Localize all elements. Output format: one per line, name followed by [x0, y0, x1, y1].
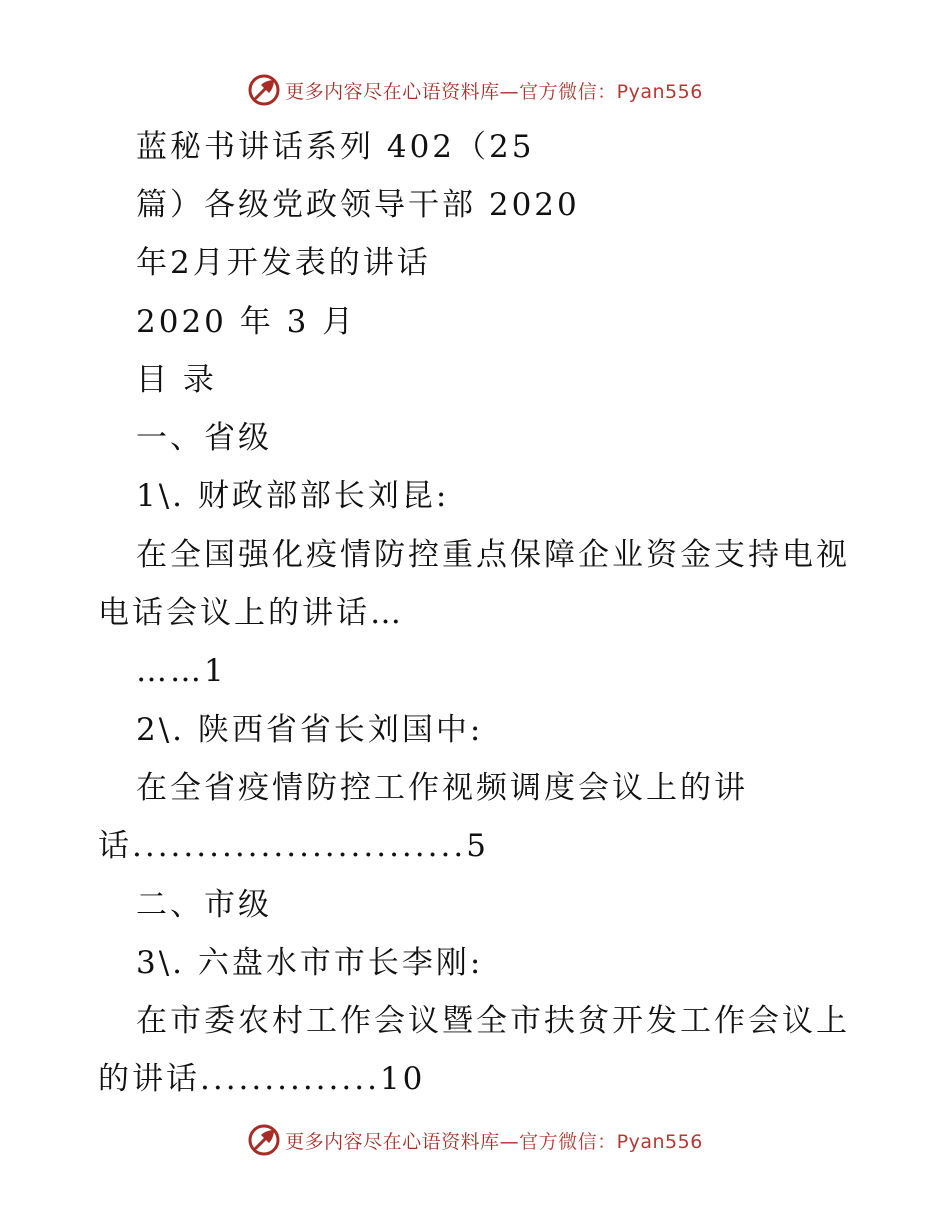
watermark-text: 更多内容尽在心语资料库—官方微信：Pyan556 — [285, 1130, 703, 1153]
toc-entry-1-speaker: 1\. 财政部部长刘昆: — [136, 478, 450, 514]
toc-entry-2-title: 在全省疫情防控工作视频调度会议上的讲 — [136, 770, 748, 806]
title-line-1: 蓝秘书讲话系列 402（25 — [136, 129, 535, 165]
toc-entry-2-speaker: 2\. 陕西省省长刘国中: — [136, 712, 484, 748]
footer-watermark — [0, 1120, 950, 1160]
toc-entry-3-title-cont: 的讲话..............10 — [98, 1061, 426, 1097]
toc-heading: 目 录 — [136, 362, 217, 398]
toc-entry-1-title: 在全国强化疫情防控重点保障企业资金支持电视 — [136, 537, 850, 573]
quill-logo-icon — [247, 73, 281, 107]
section-heading-provincial: 一、省级 — [136, 420, 272, 456]
header-watermark — [0, 70, 950, 110]
date-line: 2020 年 3 月 — [136, 304, 357, 340]
toc-entry-2-title-cont: 话..........................5 — [98, 828, 489, 864]
watermark-text: 更多内容尽在心语资料库—官方微信：Pyan556 — [285, 80, 703, 103]
title-line-3: 年2月开发表的讲话 — [136, 245, 431, 281]
section-heading-municipal: 二、市级 — [136, 887, 272, 923]
quill-logo-icon — [247, 1123, 281, 1157]
toc-entry-1-title-cont: 电话会议上的讲话… — [98, 595, 404, 631]
toc-entry-1-page: ……1 — [136, 653, 227, 689]
toc-entry-3-title: 在市委农村工作会议暨全市扶贫开发工作会议上 — [136, 1003, 850, 1039]
toc-entry-3-speaker: 3\. 六盘水市市长李刚: — [136, 945, 484, 981]
title-line-2: 篇）各级党政领导干部 2020 — [136, 187, 580, 223]
